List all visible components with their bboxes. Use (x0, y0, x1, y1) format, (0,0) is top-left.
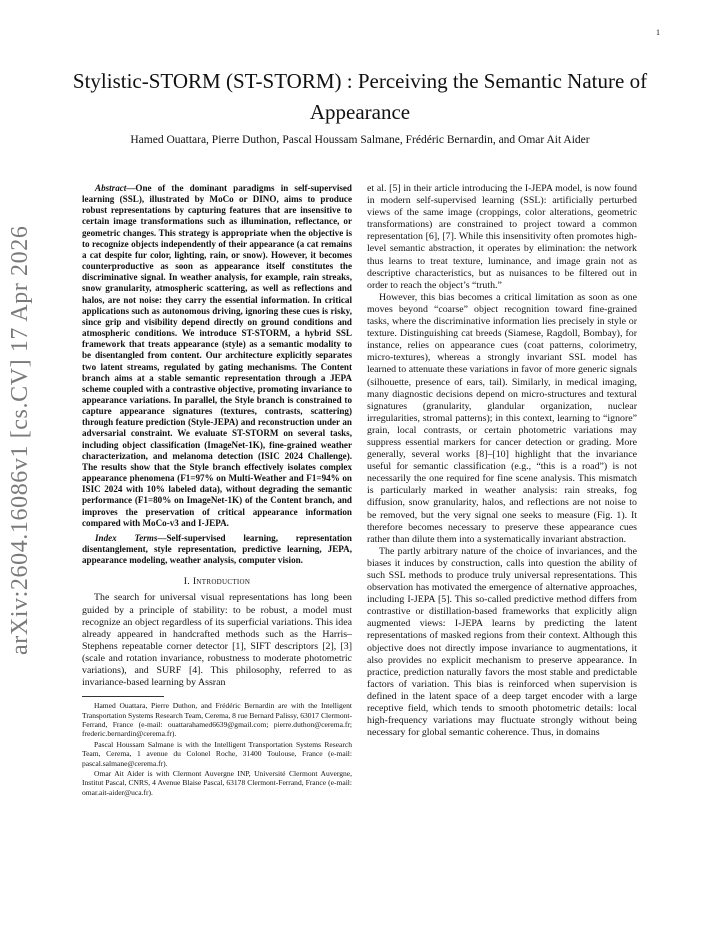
footnote-affiliation: Pascal Houssam Salmane is with the Intelligent Transportation Systems Research Team, Cerema, 1 avenue du Colonel Roche, 31400 Toulouse, France (e-mail: pascal.salmane@cerema.fr). (82, 739, 352, 768)
abstract-label: Abstract (95, 183, 127, 193)
footnote-affiliation: Omar Ait Aider is with Clermont Auvergne INP, Université Clermont Auvergne, Institut Pascal, CNRS, 4 Avenue Blaise Pascal, 63178 Clermont-Ferrand, France (e-mail: omar.ait-aider@uca.fr). (82, 769, 352, 797)
section-heading-introduction: I. Introduction (183, 576, 251, 588)
index-terms-label: Index Terms (95, 532, 158, 543)
body-paragraph: However, this bias becomes a critical limitation as soon as one moves beyond “coarse” object recognition toward fine-grained tasks, where the discriminative information lies precisely in style or texture. Distinguishing cat breeds (Siamese, Ragdoll, Bombay), for instance, relies on appearance cues (coat patterns, colorimetry, micro-textures), whereas a strongly invariant SSL model has learned to attenuate these variations in favor of more generic signals (silhouette, presence of ears, tail). Similarly, in medical imaging, many diagnostic decisions depend on micro-structures and textural signatures (granularity, glandular organization, nuclear irregularities, stromal patterns); in this context, learning to “ignore” grain, local contrasts, or certain photometric variations may suppress essential markers for cancer detection or grading. More generally, several works [8]–[10] highlight that the invariance useful for semantic classification (e.g., “this is a road”) is not necessarily the one required for fine scene analysis. This mismatch is particularly marked in weather analysis: rain streaks, fog diffusion, snow granularity, halos, and reflections are not noise to be removed, but the very signal one seeks to measure (Fig. 1). It therefore becomes necessary to preserve these appearance cues rather than dilute them into a systematically invariant abstraction. (367, 291, 637, 545)
right-column (367, 183, 637, 739)
footnote-rule (82, 696, 164, 697)
body-paragraph: et al. [5] in their article introducing the I-JEPA model, is now found in modern self-supervised learning (SSL): artificially perturbed views of the same image (croppings, color alterations, geometric transformations) are constrained to project toward a common representation [6], [7]. While this insensitivity often promotes high-level semantic abstraction, it operates by elimination: the network thus learns to treat texture, luminance, and image grain not as descriptive characteristics, but as nuisances to be filtered out in order to reach the object’s “truth.” (367, 183, 637, 291)
index-terms (82, 533, 352, 566)
abstract-text: —One of the dominant paradigms in self-supervised learning (SSL), illustrated by MoCo or DINO, aims to produce robust representations by capturing features that are insensitive to certain image transformations such as illumination, reflectance, or geometric changes. This strategy is appropriate when the objective is to recognize objects independently of their appearance (a cat remains a cat despite fur color, lighting, rain, or snow). However, it becomes counterproductive as soon as appearance itself constitutes the discriminative signal. In weather analysis, for example, rain streaks, snow granularity, atmospheric scattering, as well as reflections and halos, are not noise: they carry the essential information. In critical applications such as autonomous driving, ignoring these cues is risky, since grip and visibility depend directly on ground conditions and atmospheric conditions. We introduce ST-STORM, a hybrid SSL framework that treats appearance (style) as a semantic modality to be disentangled from content. Our architecture explicitly separates two latent streams, regulated by gating mechanisms. The Content branch aims at a stable semantic representation through a JEPA scheme coupled with a contrastive objective, promoting invariance to appearance variations. In parallel, the Style branch is constrained to capture appearance signatures (textures, contrasts, scattering) through feature prediction (Style-JEPA) and reconstruction under an adversarial constraint. We evaluate ST-STORM on several tasks, including object classification (ImageNet-1K), fine-grained weather characterization, and melanoma detection (ISIC 2024 Challenge). The results show that the Style branch effectively isolates complex appearance phenomena (F1=97% on Multi-Weather and F1=94% on ISIC 2024 with 10% labeled data), without degrading the semantic performance (F1=80% on ImageNet-1K) of the Content branch, and improves the preservation of critical appearance information compared with MoCo-v3 and I-JEPA. (82, 183, 352, 528)
paper-title: Stylistic-STORM (ST-STORM) : Perceiving the Semantic Nature of Appearance (72, 69, 648, 124)
body-paragraph: The partly arbitrary nature of the choice of invariances, and the biases it induces by construction, calls into question the ability of such SSL methods to produce truly universal representations. This observation has motivated the emergence of alternative approaches, including I-JEPA [5]. This so-called predictive method differs from contrastive or distillation-based frameworks that explicitly align augmented views: I-JEPA learns by predicting the latent representations of masked regions from their context. Although this objective does not directly impose invariance to augmentations, it also provides no explicit mechanism to preserve appearance. In practice, prediction naturally favors the most stable and predictable factors of variation. This bias is reinforced when supervision is defined in the latent space of a deep target encoder with a large receptive field, which tends to smooth photometric details: local high-frequency variations may fluctuate strongly without being necessary for global semantic coherence. Thus, in domains (367, 545, 637, 739)
left-column (82, 183, 352, 797)
abstract (82, 183, 352, 529)
intro-paragraph: The search for universal visual representations has long been guided by a principle of stability: to be robust, a model must recognize an object regardless of its superficial variations. This idea already appeared in handcrafted methods such as the Harris–Stephens repeatable corner detector [1], SIFT descriptors [2], [3] (scale and rotation invariance, robustness to moderate photometric variations), and SURF [4]. This philosophy, referred to as invariance-based learning by Assran (82, 592, 352, 689)
index-terms-text: —Self-supervised learning, representation disentanglement, style representation, predictive learning, JEPA, appearance modeling, weather analysis, computer vision. (82, 532, 352, 566)
arxiv-stamp: arXiv:2604.16086v1 [cs.CV] 17 Apr 2026 (7, 225, 33, 655)
paper-authors: Hamed Ouattara, Pierre Duthon, Pascal Houssam Salmane, Frédéric Bernardin, and Omar Ait Aider (130, 134, 590, 146)
footnote-affiliation: Hamed Ouattara, Pierre Duthon, and Frédéric Bernardin are with the Intelligent Transportation Systems Research Team, Cerema, 8 rue Bernard Palissy, 63017 Clermont-Ferrand, France (e-mail: ouattarahamed6639@gmail.com; pierre.duthon@cerema.fr; frederic.bernardin@cerema.fr). (82, 701, 352, 739)
page-number: 1 (656, 28, 660, 37)
